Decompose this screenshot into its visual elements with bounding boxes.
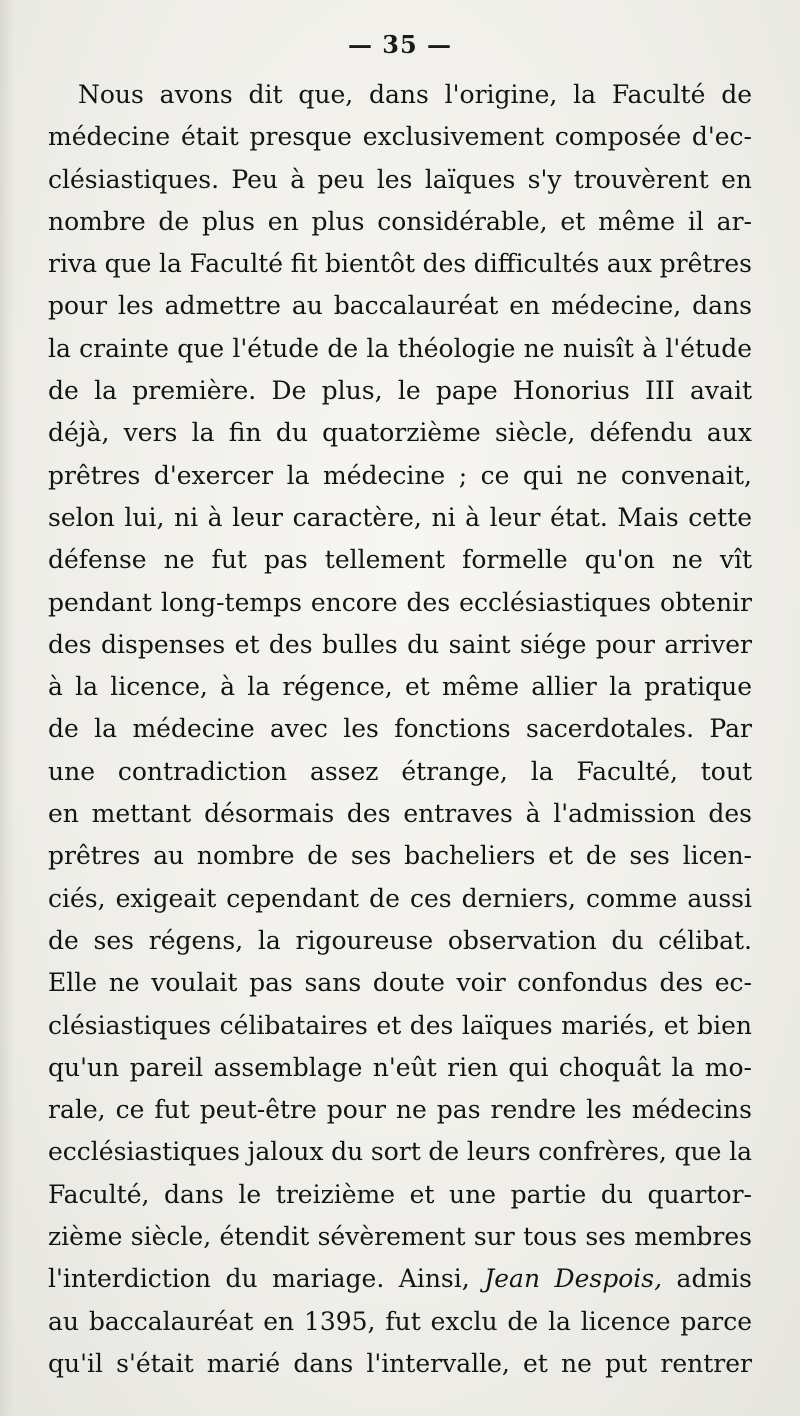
text-line: de la médecine avec les fonctions sacerdotales. Par — [48, 714, 752, 744]
text-line: à la licence, à la régence, et même allier la pratique — [48, 672, 752, 702]
text-line: ciés, exigeait cependant de ces derniers, comme aussi — [48, 883, 752, 913]
text-line: selon lui, ni à leur caractère, ni à leur état. Mais cette — [48, 502, 752, 532]
text-line: qu'un pareil assemblage n'eût rien qui choquât la mo- — [48, 1052, 752, 1082]
text-line: en mettant désormais des entraves à l'admission des — [48, 799, 752, 829]
text-line: une contradiction assez étrange, la Faculté, tout — [48, 756, 752, 786]
text-line: Faculté, dans le treizième et une partie du quartor- — [48, 1179, 752, 1209]
text-line: de ses régens, la rigoureuse observation du célibat. — [48, 925, 752, 955]
text-line: riva que la Faculté fit bientôt des difficultés aux prêtres — [48, 249, 752, 279]
text-line: la crainte que l'étude de la théologie ne nuisît à l'étude — [48, 333, 752, 363]
text-line: nombre de plus en plus considérable, et même il ar- — [48, 206, 752, 236]
text-line: clésiastiques célibataires et des laïques mariés, et bien — [48, 1010, 752, 1040]
page-edge-shadow — [0, 0, 14, 1416]
text-line: ecclésiastiques jaloux du sort de leurs confrères, que la — [48, 1137, 752, 1167]
text-segment: admis — [662, 1264, 752, 1294]
text-line: déjà, vers la fin du quatorzième siècle, défendu aux — [48, 418, 752, 448]
text-line: prêtres au nombre de ses bacheliers et de ses licen- — [48, 841, 752, 871]
italic-name: Jean Despois, — [484, 1264, 663, 1294]
text-line: clésiastiques. Peu à peu les laïques s'y trouvèrent en — [48, 164, 752, 194]
text-segment: l'interdiction du mariage. Ainsi, — [48, 1264, 485, 1294]
text-line: des dispenses et des bulles du saint siége pour arriver — [48, 629, 752, 659]
text-line: pour les admettre au baccalauréat en médecine, dans — [48, 291, 752, 321]
page-number: — 35 — — [347, 30, 453, 59]
text-line: zième siècle, étendit sévèrement sur tous ses membres — [48, 1222, 752, 1252]
text-line: qu'il s'était marié dans l'intervalle, et ne put rentrer — [48, 1348, 752, 1378]
text-line: rale, ce fut peut-être pour ne pas rendre les médecins — [48, 1095, 752, 1125]
text-line-with-italic — [48, 1258, 752, 1300]
text-line: défense ne fut pas tellement formelle qu'on ne vît — [48, 545, 752, 575]
text-line: prêtres d'exercer la médecine ; ce qui ne convenait, — [48, 460, 752, 490]
text-line: de la première. De plus, le pape Honorius III avait — [48, 376, 752, 406]
text-line: Nous avons dit que, dans l'origine, la Faculté de — [78, 80, 752, 109]
text-line: médecine était presque exclusivement composée d'ec- — [48, 122, 752, 152]
text-line: pendant long-temps encore des ecclésiastiques obtenir — [48, 587, 752, 617]
text-line: Elle ne voulait pas sans doute voir confondus des ec- — [48, 968, 752, 998]
body-text — [48, 74, 752, 1385]
text-line: au baccalauréat en 1395, fut exclu de la licence parce — [48, 1306, 752, 1336]
